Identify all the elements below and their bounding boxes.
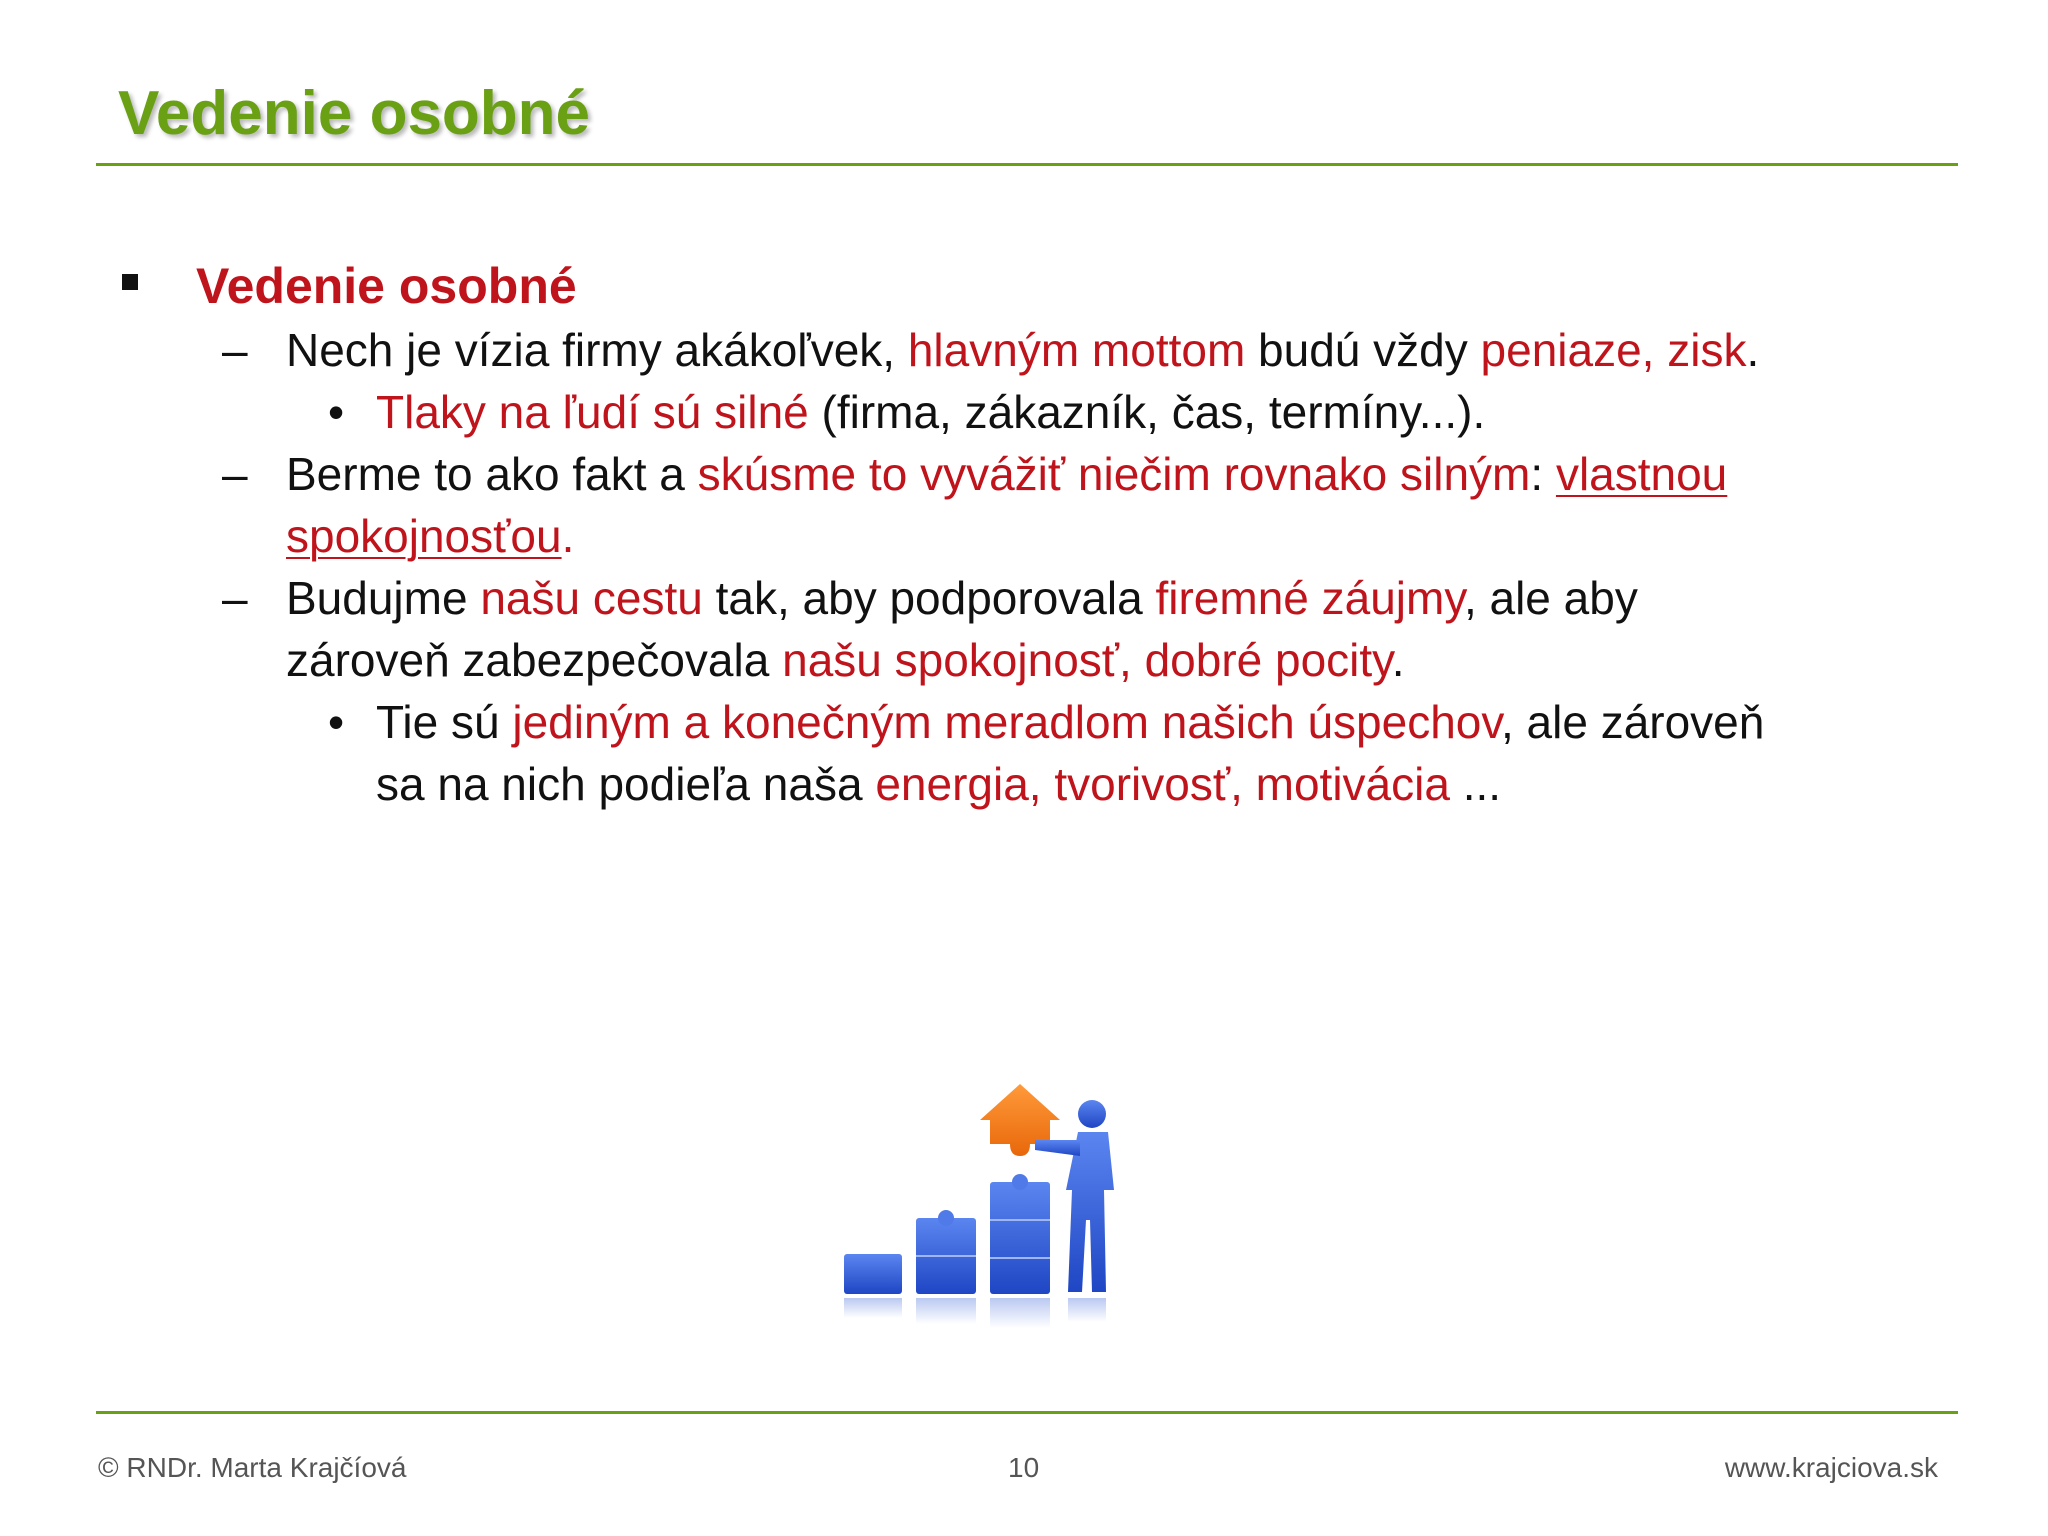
footer-divider bbox=[96, 1411, 1958, 1414]
text-span: Berme to ako fakt a bbox=[286, 448, 698, 500]
item-2-text-line-2 bbox=[286, 508, 574, 564]
text-span: . bbox=[1746, 324, 1760, 376]
underlined-highlight-span: spokojnosťou bbox=[286, 510, 562, 562]
highlight-span: firemné záujmy bbox=[1155, 572, 1464, 624]
person-arm bbox=[1035, 1140, 1080, 1156]
text-span: , ale aby bbox=[1463, 572, 1638, 624]
highlight-span: našu cestu bbox=[480, 572, 703, 624]
highlight-span: našu spokojnosť, dobré pocity bbox=[782, 634, 1392, 686]
title-divider bbox=[96, 163, 1958, 166]
text-span: Nech je vízia firmy akákoľvek, bbox=[286, 324, 908, 376]
highlight-span: . bbox=[561, 510, 575, 562]
text-span: . bbox=[1391, 634, 1405, 686]
highlight-span: hlavným mottom bbox=[907, 324, 1246, 376]
text-span: (firma, zákazník, čas, termíny...). bbox=[808, 386, 1486, 438]
footer-website: www.krajciova.sk bbox=[1724, 1452, 1938, 1483]
item-1-text bbox=[286, 322, 1759, 378]
text-span: budú vždy bbox=[1245, 324, 1481, 376]
item-3a-text-line-1 bbox=[376, 694, 1764, 750]
item-2-text-line-1 bbox=[286, 446, 1727, 502]
slide-title: Vedenie osobné bbox=[118, 79, 591, 148]
highlight-span: energia, tvorivosť, motivácia bbox=[875, 758, 1450, 810]
highlight-span: skúsme to vyvážiť niečim rovnako silným bbox=[697, 448, 1531, 500]
text-span: ... bbox=[1449, 758, 1502, 810]
highlight-span: Tlaky na ľudí sú silné bbox=[376, 386, 809, 438]
bullet-heading: Vedenie osobné bbox=[196, 258, 577, 314]
text-span: : bbox=[1530, 448, 1556, 500]
item-3a-text-line-2 bbox=[376, 756, 1501, 812]
text-span: tak, aby podporovala bbox=[702, 572, 1156, 624]
square-bullet-icon bbox=[122, 274, 138, 290]
underlined-highlight-span: vlastnou bbox=[1555, 448, 1728, 500]
footer-page-number: 10 bbox=[1008, 1452, 1040, 1483]
text-span: zároveň zabezpečovala bbox=[286, 634, 783, 686]
dot-marker: • bbox=[328, 696, 345, 748]
dash-marker: – bbox=[222, 448, 248, 500]
puzzle-block-step-3 bbox=[990, 1182, 1050, 1294]
person-body bbox=[1066, 1132, 1114, 1292]
footer-author: © RNDr. Marta Krajčíová bbox=[98, 1452, 407, 1483]
text-span: , ale zároveň bbox=[1500, 696, 1765, 748]
item-1a-text bbox=[376, 384, 1485, 440]
text-span: sa na nich podieľa naša bbox=[376, 758, 876, 810]
dash-marker: – bbox=[222, 572, 248, 624]
item-3-text-line-2 bbox=[286, 632, 1405, 688]
puzzle-block-step-1 bbox=[844, 1254, 902, 1294]
highlight-span: jediným a konečným meradlom našich úspechov bbox=[512, 696, 1501, 748]
highlight-span: peniaze, zisk bbox=[1480, 324, 1747, 376]
dash-marker: – bbox=[222, 324, 248, 376]
puzzle-stairs-illustration bbox=[830, 1070, 1170, 1330]
text-span: Tie sú bbox=[376, 696, 513, 748]
text-span: Budujme bbox=[286, 572, 481, 624]
item-3-text-line-1 bbox=[286, 570, 1638, 626]
dot-marker: • bbox=[328, 386, 345, 438]
person-head bbox=[1078, 1100, 1106, 1128]
